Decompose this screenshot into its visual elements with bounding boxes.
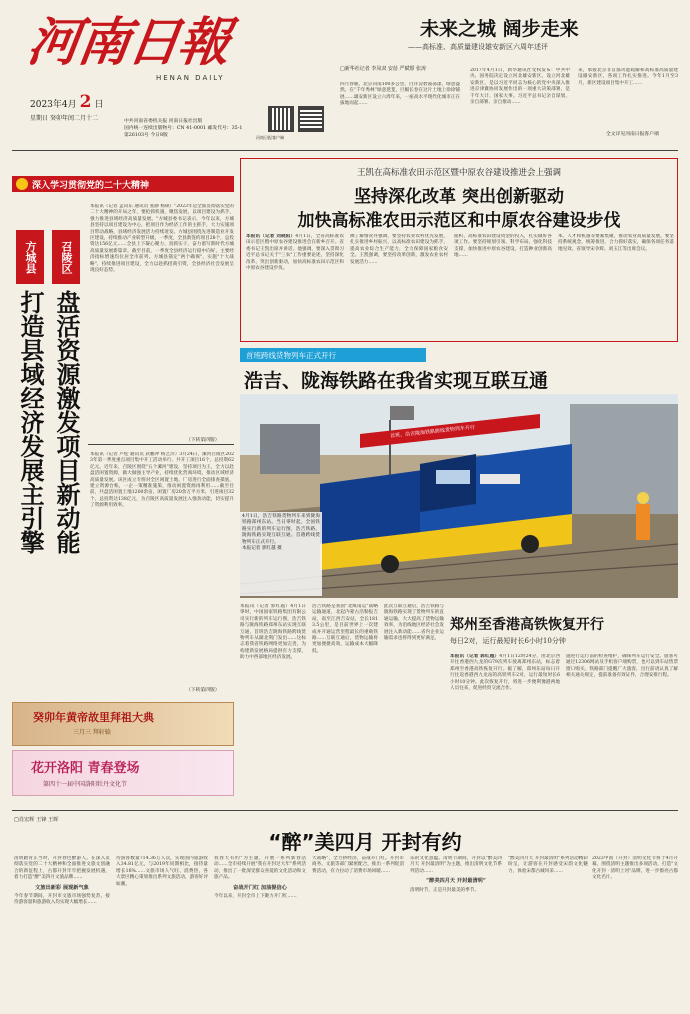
hsr-headline[interactable]: 郑州至香港高铁恢复开行 [450, 617, 604, 633]
lead-kicker: 王凯在高标准农田示范区暨中原农谷建设推进会上强调 [356, 168, 561, 178]
date-block: 2023年4月 2 日 星期日 癸卯年闰二月十二 [30, 92, 104, 122]
cn-code-line: 国内统一连续出版物号：CN 41-0001 邮发代号：35-1 [124, 126, 243, 131]
theme-banner-text: 深入学习贯彻党的二十大精神 [32, 180, 150, 191]
lead-story-text-2: 阔了解情况并强调，要坚持农业农村优先发展，扎实推进乡村振兴，以高标准农田建设为抓手，提高农业综合生产能力，全力保障国家粮食安全。王凯强调，要坚持改革创新，激发农业农村发展活力…… [350, 234, 448, 265]
hsr-story-text-2: 施进行运行前的检查维护，确保列车运行安全。旅客可通过12306网站及手机客户端购票，也可以到车站售票窗口购买。铁路部门提醒广大旅客，出行前请认真了解相关通关规定，提前准备有效证件，合理安排行程。 [566, 654, 678, 679]
top-story-text-2: 2017年4月1日，新华通讯社受权发布：中共中央、国务院决定设立河北雄安新区。设立河北雄安新区，是以习近平同志为核心的党中央深入推进京津冀协同发展作出的一项重大决策部署，是千年大计、国家大事。习近平总书记亲自谋划、亲自部署、亲自推动…… [470, 68, 570, 106]
top-byline: □新华社记者 李凤双 安蓓 严赋憬 张涛 [340, 66, 427, 72]
hsr-subtitle: 每日2对，运行最短时长6小时10分钟 [450, 637, 566, 645]
party-emblem-icon [16, 178, 28, 190]
left-story-text-1: 本报讯（记者 孟向东 通讯员 张静 杨硕）"2023年是全面贯彻落实党的二十大精神的开局之年，要抢抓机遇，聚焦发展，以项目建设为抓手，强力推进县域经济高质量发展。"方城县委书记表示，今年以来，方城县坚持以项目建设为中心，把项目作为经济工作的主抓手，大力实施项目带动战略，县域经济发展活力持续迸发。方城县围绕先进制造业开发区建设，持续推动产业转型升级。一季度，全县新签约项目28个，总投资达156亿元……全县上下凝心聚力、真抓实干，奋力谱写新时代方城高质量发展新篇章。截至目前，一季度全县经济运行稳中向好，主要经济指标增速均位居全市前列。方城县锚定"两个确保"，实施"十大战略"，持续推进项目建设，全力以赴抓招商引资，全县经济社会发展呈现良好态势。 [90, 204, 234, 274]
ad-ancestor-worship[interactable] [12, 702, 234, 746]
left-continued-2[interactable]: （下转第四版） [186, 688, 220, 693]
left-story-text-2: 本报讯（记者 卢松 通讯员 武鹏冲 杨艺洋）3月24日，漯河召陵区2023年第一季度重点项目集中开工活动举行，共开工项目16个，总投资62亿元。近年来，召陵区围绕"五个漯河"建设，坚持项目为王，全力以赴盘活闲置资源，做大做强主导产业，持续优化营商环境，推动区域经济高质量发展。该区成立专班对全区闲置土地、厂房进行全面排查摸底，建立资源台账，一企一策精准施策，推动闲置资源再利用……截至目前，共盘活闲置土地1200余亩、闲置厂房20余万平方米，引进项目32个，总投资达138亿元，为召陵区高质量发展注入强劲动能，切实提升了资源利用效率。 [90, 452, 234, 509]
rail-story-text-1: 本报讯（记者 郭红越）4月1日零时，中国国家铁路集团有限公司实行新的列车运行图，浩吉铁路与陇海铁路郑州东站实现互联互通，首班浩吉陇海铁路跨线货物列车从湖北荆门发出……这标志着我省铁路网络更加完善，为构建新发展格局提供有力支撑，助力中西部地区经济发展。 [240, 604, 306, 661]
qr-code-2[interactable] [298, 106, 324, 132]
lead-story-text-1: 本报讯（记者 刘晓阳）4月1日，全省高标准农田示范区暨中原农谷建设推进会在新乡召开。省委书记王凯出席并讲话。他强调，要深入贯彻习近平总书记关于"三农"工作重要论述，坚持深化改革、突出创新驱动，加快高标准农田示范区和中原农谷建设步伐。 [246, 234, 344, 272]
newspaper-pinyin: HENAN DAILY [156, 74, 225, 82]
rail-story-text-2: 浩吉铁路是我国"北煤南运"战略运输通道，北起内蒙古浩勒报吉站，南至江西吉安站，全长1813.5公里，是目前世界上一次建成并开通运营里程最长的重载铁路……互联互通后，货物运输将更加便捷高效，运输成本大幅降低。 [312, 604, 378, 654]
qr-caption: 河南日报客户端 [256, 135, 284, 140]
left-vertical-title-1[interactable]: 打造县域经济发展主引擎 [16, 290, 44, 554]
county-tag-zhaoling: 召陵区 [52, 230, 80, 284]
issue-line: 第26103号 今日8版 [124, 133, 168, 138]
ad-sub-2: 第四十一届中国洛阳牡丹文化节 [43, 781, 128, 788]
top-story-text-3: 来，承接北京非首都功能疏解和高标准高质量建设雄安新区，各项工作扎实推进。今年1月至3月，新区建设项目集中开工…… [578, 68, 678, 86]
lead-title-1[interactable]: 坚持深化改革 突出创新驱动 [354, 187, 564, 207]
masthead-logo [23, 8, 233, 90]
top-subtitle: ——高标准、高质量建设雄安新区六周年述评 [408, 43, 548, 51]
ad-sub-1: 三月三 拜轩辕 [73, 729, 111, 736]
bottom-text-7: 2023中国（开封）清明文化节将于4月开幕，围绕清明主题推出多项活动，打造"文化开封 · 清明上河"品牌，进一步擦亮古都文化名片。 [592, 856, 678, 881]
bottom-subhead-2: 奋战开门红 加油提信心 [233, 884, 287, 891]
ad-title-1: 癸卯年黄帝故里拜祖大典 [33, 711, 154, 724]
hsr-story-text-1: 本报讯（记者 郭红越）4月1日12时24分，由北京西开往香港西九龙的G79次列车驶离郑州东站，标志着郑州至香港高铁恢复开行。据了解，郑州东站每日开行往返香港西九龙站的高铁列车2对，运行最短时长6小时10分钟。此次恢复开行，将进一步便利豫港两地人员往来，促进经贸交流合作。 [450, 654, 560, 692]
rail-caption: 4月1日，浩吉铁路货物列车来到陇海铁路郑州东站。当日零时起，全国铁路实行新的列车运行图，浩吉铁路、陇海铁路实现互联互通。首趟跨线货物列车正式开行。 本报记者 郭红越 摄 [240, 512, 322, 596]
top-headline[interactable]: 未来之城 阔步走来 [420, 18, 579, 40]
bottom-subhead-3: “醉美四月天 开封最清明” [426, 878, 486, 885]
train-banner-text: 首班、浩吉陇海铁路跨线货物列车开行 [389, 424, 476, 440]
bottom-headline[interactable]: “醉”美四月 开封有约 [268, 830, 462, 854]
rail-headline[interactable]: 浩吉、陇海铁路在我省实现互联互通 [244, 370, 549, 392]
masthead-divider [12, 150, 678, 151]
date-day: 2 [79, 92, 92, 112]
lead-title-2[interactable]: 加快高标准农田示范区和中原农谷建设步伐 [297, 211, 621, 231]
date-weekday: 星期日 [30, 115, 49, 122]
bottom-text-6: "醉美四月天 开封最清明"系列活动精彩纷呈，让游客在开封感受宋韵文化魅力，体验宋都古城风采…… [508, 856, 588, 874]
top-story-text: 四月春暖，北京向南100多公里，白洋淀碧波荡漾，绿意盎然。在“千年秀林”绿意葱茏，巨幅长卷在这片土地上徐徐铺展……雄安新区设立六周年来，一座高水平现代化城市正在拔地而起…… [340, 82, 460, 107]
left-vertical-title-2[interactable]: 盘活资源激发项目新动能 [52, 290, 80, 554]
bottom-text-2: 待游客数量714.36万人次，实现国内旅游收入34.81亿元，与2019年同期相比，接待量增长16%……文旅市场人气旺、消费热，各大景区精心策划推出系列文旅活动，游客好评如潮。 [116, 856, 208, 887]
bottom-divider [12, 810, 678, 811]
left-continued-1[interactable]: （下转第四版） [186, 438, 220, 443]
lead-story-text-3: 面积、高标准农田建设资金的投入，扎实做好各项工作。要坚持规划引领、科学布局，强化科技支撑，加快推进中原农谷建设，打造种业创新高地…… [454, 234, 552, 259]
lead-story-text-4: 本、人才和机遇等要素集聚，推动农业高质量发展。要坚持系统观念，统筹推进，合力抓好落实，确保各项任务落地见效。省领导宋争辉、刘玉江等出席会议。 [558, 234, 674, 252]
date-year: 2023年4月 [30, 100, 77, 110]
publication-info [124, 118, 264, 139]
qr-code[interactable] [268, 106, 294, 132]
top-story-continue[interactable]: 全文详见河南日报客户端 [606, 132, 659, 137]
ad-title-2: 花开洛阳 青春登场 [31, 761, 140, 776]
rail-story-text-3: 此次互联互通后，浩吉铁路与陇海铁路实现了货物列车的直通运输，大大提高了货物运输效率，为沿线地区经济社会发展注入新动能……省内企业运输需求也将得到更好满足。 [384, 604, 444, 642]
bottom-text-3: 我春天有约"为主题，开展一系列新春活动……全市持续开展"我在开封过大年"系列活动，推出了一批深受群众喜爱的文化活动和文旅产品。 奋战开门红 加油提信心 今年以来，开封全市上下聚力开门红…… [214, 856, 306, 900]
bottom-byline: □肖宏辉 王锋 王晖 [14, 817, 59, 823]
ad-peony-festival[interactable] [12, 750, 234, 796]
bottom-text-1: 清明踏青正当时，开封春色醉游人。在深入贯彻落实党的二十大精神和全面推进文旅文创融合的新征程上，古都开封牢牢把握发展机遇，着力打造"醉"美四月文旅品牌…… 文旅出新彩 展现新气象 今年春节期间，开封市文旅市场强势复苏，接待游客量和旅游收入均实现大幅增长…… [14, 856, 110, 906]
newspaper-title: 河南日報 [23, 12, 233, 73]
left-divider [88, 444, 234, 445]
county-tag-fangcheng: 方城县 [16, 230, 44, 284]
publisher-line: 中共河南省委机关报 河南日报社出版 [124, 119, 203, 124]
bottom-text-5: 乐的文化意蕴。清明节期间，开封以"醉美四月天 开封最清明"为主题，推出清明文化节系列活动…… “醉美四月天 开封最清明” 清明时节，正是开封最美的季节。 [410, 856, 502, 893]
bottom-subhead-1: 文旅出新彩 展现新气象 [35, 884, 89, 891]
rail-label: 首班跨线货物列车正式开行 [240, 348, 426, 362]
theme-banner [12, 176, 234, 192]
date-lunar: 癸卯年闰二月十二 [49, 115, 98, 122]
bottom-text-4: 大战略"，全力拼经济，奋战开门红。开封市商务、文旅等部门紧密配合，推出一系列促消费活动，有力拉动了消费市场回暖…… [312, 856, 404, 874]
